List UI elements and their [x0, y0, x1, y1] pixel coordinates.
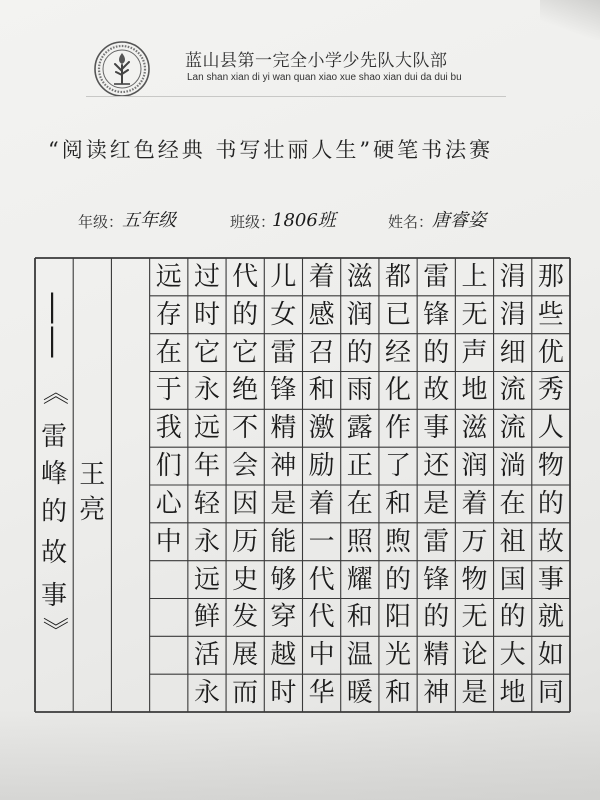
essay-char: 照: [346, 526, 373, 557]
essay-char: 淌: [499, 451, 526, 482]
essay-char: 地: [461, 375, 488, 406]
essay-char: 涓: [499, 261, 526, 292]
essay-char: 雷: [270, 337, 297, 368]
essay-char: 它: [193, 337, 220, 368]
essay-char: 是: [461, 678, 488, 709]
essay-char: 绝: [232, 375, 259, 406]
essay-char: 物: [461, 564, 488, 595]
title-column-char: 事: [41, 580, 68, 611]
essay-char: 了: [385, 451, 412, 482]
essay-char: 穿: [270, 602, 297, 633]
essay-char: 锋: [270, 375, 297, 406]
essay-char: 轻: [193, 488, 220, 519]
essay-char: 论: [461, 640, 488, 671]
essay-char: 事: [537, 564, 564, 595]
essay-char: 秀: [537, 375, 564, 406]
essay-char: 着: [308, 261, 335, 292]
essay-char: 心: [155, 488, 182, 519]
essay-char: 和: [385, 678, 412, 709]
essay-char: 涓: [499, 299, 526, 330]
essay-char: 化: [385, 375, 412, 406]
paper-shadow-bottom: [0, 710, 600, 800]
essay-char: 代: [308, 564, 335, 595]
name-value: 唐睿姿: [432, 210, 486, 231]
essay-char: 华: [308, 678, 335, 709]
paper-shadow: [540, 0, 600, 40]
essay-char: 滋: [346, 261, 373, 292]
essay-char: 是: [423, 488, 450, 519]
essay-char: 因: [232, 488, 259, 519]
essay-char: 经: [385, 337, 412, 368]
essay-char: 故: [423, 375, 450, 406]
essay-char: 远: [155, 261, 182, 292]
essay-char: 润: [346, 299, 373, 330]
essay-char: 代: [308, 602, 335, 633]
essay-char: 发: [232, 602, 259, 633]
title-column-char: 的: [41, 496, 68, 527]
essay-char: 那: [537, 261, 564, 292]
essay-char: 正: [346, 451, 373, 482]
essay-char: 锋: [423, 564, 450, 595]
essay-char: 永: [193, 375, 220, 406]
essay-char: 就: [537, 602, 564, 633]
essay-char: 代: [232, 261, 259, 292]
essay-char: 永: [193, 526, 220, 557]
essay-char: 中: [155, 526, 182, 557]
essay-char: 祖: [499, 526, 526, 557]
title-column-char: 《: [39, 378, 70, 405]
name-label: 姓名：: [388, 213, 434, 231]
essay-char: 万: [461, 526, 488, 557]
essay-char: 大: [499, 640, 526, 671]
grade-value: 五年级: [122, 210, 176, 231]
essay-char: 雨: [346, 375, 373, 406]
essay-char: 的: [346, 337, 373, 368]
essay-char: 的: [499, 602, 526, 633]
essay-char: 精: [423, 640, 450, 671]
essay-char: 永: [193, 678, 220, 709]
essay-char: 物: [537, 451, 564, 482]
essay-char: 在: [346, 488, 373, 519]
title-column-char: 故: [41, 537, 68, 568]
author-char: 王: [79, 459, 106, 490]
essay-char: 的: [232, 299, 259, 330]
essay-char: 的: [537, 488, 564, 519]
essay-char: 不: [232, 413, 259, 444]
essay-char: 雷: [423, 526, 450, 557]
essay-char: 女: [270, 299, 297, 330]
essay-char: 国: [499, 564, 526, 595]
school-emblem-icon: [92, 39, 152, 99]
class-value: 1806班: [272, 210, 336, 231]
essay-char: 作: [385, 413, 412, 444]
grade-label: 年级：: [78, 213, 124, 231]
essay-char: 事: [423, 413, 450, 444]
essay-char: 煦: [385, 526, 412, 557]
title-column-char: 》: [39, 616, 70, 643]
essay-char: 润: [461, 451, 488, 482]
essay-char: 会: [232, 451, 259, 482]
essay-char: 中: [308, 640, 335, 671]
essay-char: 时: [193, 299, 220, 330]
essay-char: 鲜: [193, 602, 220, 633]
essay-char: 召: [308, 337, 335, 368]
essay-char: 的: [423, 337, 450, 368]
essay-char: 雷: [423, 261, 450, 292]
essay-char: 在: [155, 337, 182, 368]
essay-char: 滋: [461, 413, 488, 444]
essay-char: 神: [270, 451, 297, 482]
essay-char: 和: [385, 488, 412, 519]
essay-char: 儿: [270, 261, 297, 292]
essay-char: 和: [308, 375, 335, 406]
header-divider: [86, 96, 506, 97]
essay-char: 上: [461, 261, 488, 292]
title-column-char: 峰: [41, 458, 68, 489]
author-char: 亮: [79, 494, 106, 525]
essay-char: 着: [461, 488, 488, 519]
essay-char: 都: [385, 261, 412, 292]
essay-char: 神: [423, 678, 450, 709]
school-pinyin: Lan shan xian di yi wan quan xiao xue shao xian dui da dui bu: [187, 72, 462, 83]
essay-char: 的: [423, 602, 450, 633]
essay-char: 们: [155, 451, 182, 482]
essay-char: 是: [270, 488, 297, 519]
essay-char: 细: [499, 337, 526, 368]
essay-char: 流: [499, 375, 526, 406]
essay-char: 些: [537, 299, 564, 330]
essay-char: 温: [346, 640, 373, 671]
essay-char: 声: [461, 337, 488, 368]
essay-char: 远: [193, 413, 220, 444]
essay-char: 露: [346, 413, 373, 444]
essay-char: 而: [232, 678, 259, 709]
essay-char: 故: [537, 526, 564, 557]
essay-char: 光: [385, 640, 412, 671]
essay-char: 它: [232, 337, 259, 368]
essay-char: 够: [270, 564, 297, 595]
writing-grid: [35, 258, 570, 712]
essay-char: 远: [193, 564, 220, 595]
essay-char: 能: [270, 526, 297, 557]
essay-char: 地: [499, 678, 526, 709]
essay-char: 无: [461, 602, 488, 633]
essay-char: 过: [193, 261, 220, 292]
essay-char: 耀: [346, 564, 373, 595]
essay-char: 精: [270, 413, 297, 444]
essay-char: 阳: [385, 602, 412, 633]
essay-char: 人: [537, 413, 564, 444]
essay-char: 一: [308, 526, 335, 557]
essay-char: 和: [346, 602, 373, 633]
essay-char: 时: [270, 678, 297, 709]
essay-char: 着: [308, 488, 335, 519]
essay-char: 锋: [423, 299, 450, 330]
essay-char: 同: [537, 678, 564, 709]
essay-char: 还: [423, 451, 450, 482]
essay-char: 的: [385, 564, 412, 595]
essay-char: 活: [193, 640, 220, 671]
essay-char: 已: [385, 299, 412, 330]
title-dash: ——: [34, 291, 75, 359]
essay-char: 励: [308, 451, 335, 482]
essay-char: 史: [232, 564, 259, 595]
essay-char: 感: [308, 299, 335, 330]
essay-char: 优: [537, 337, 564, 368]
essay-char: 我: [155, 413, 182, 444]
essay-char: 越: [270, 640, 297, 671]
title-column-char: 雷: [41, 421, 68, 452]
essay-char: 流: [499, 413, 526, 444]
class-label: 班级：: [230, 213, 276, 231]
school-name: 蓝山县第一完全小学少先队大队部: [185, 51, 448, 71]
essay-char: 激: [308, 413, 335, 444]
essay-char: 展: [232, 640, 259, 671]
essay-char: 于: [155, 375, 182, 406]
essay-char: 历: [232, 526, 259, 557]
essay-char: 在: [499, 488, 526, 519]
competition-title: “阅读红色经典 书写壮丽人生”硬笔书法赛: [48, 138, 494, 162]
essay-char: 年: [193, 451, 220, 482]
essay-char: 如: [537, 640, 564, 671]
essay-char: 无: [461, 299, 488, 330]
essay-char: 存: [155, 299, 182, 330]
essay-char: 暖: [346, 678, 373, 709]
